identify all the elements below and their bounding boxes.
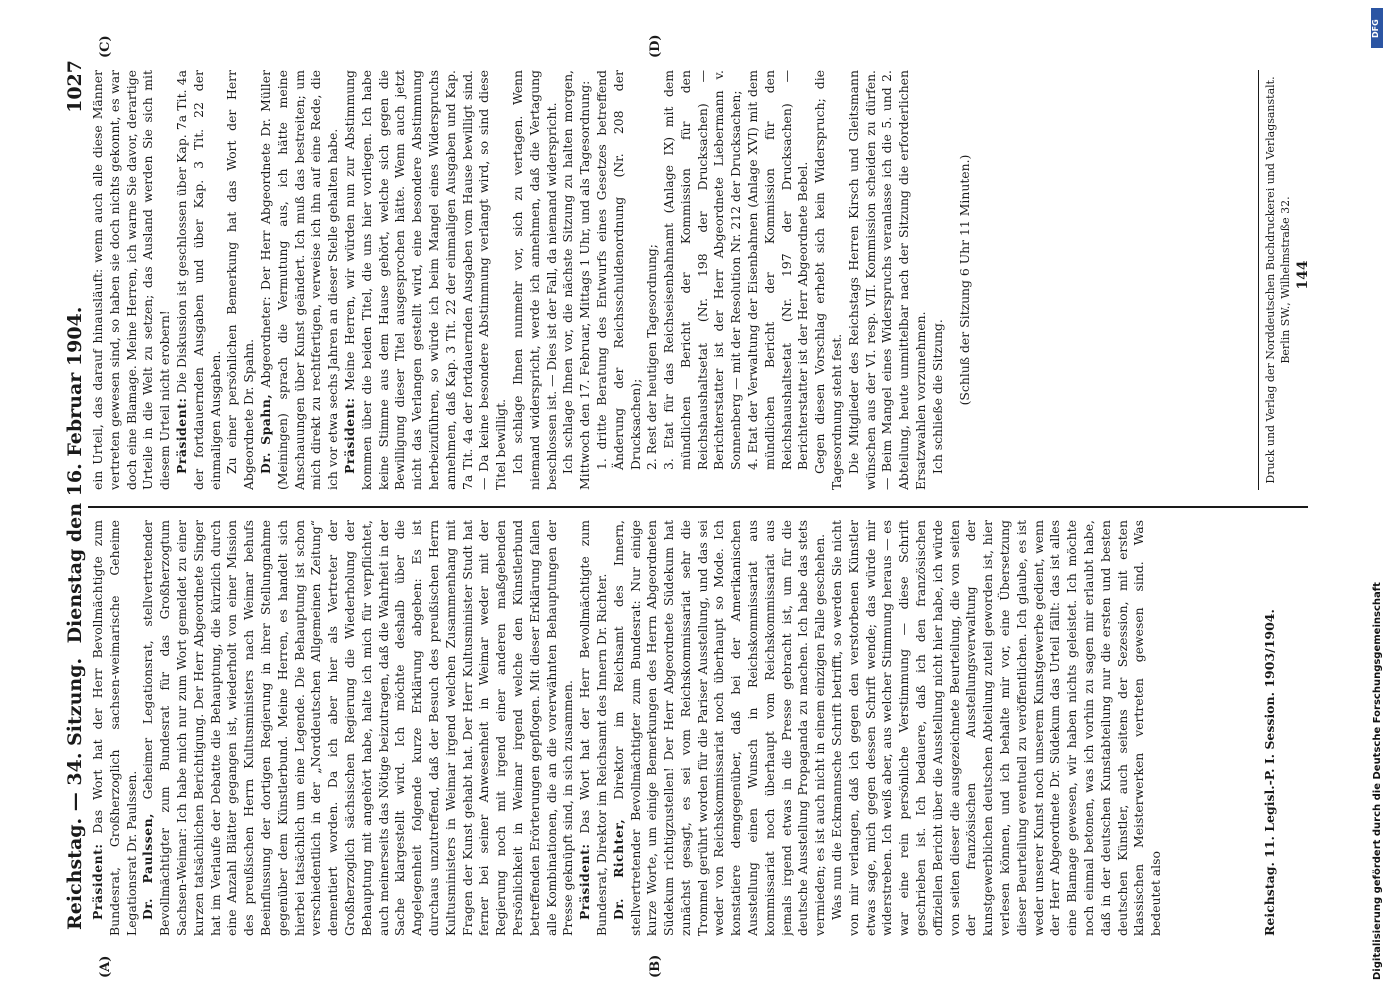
paragraph (577, 520, 611, 936)
paragraph: Die Mitglieder des Reichstags Herren Kirsch und Gleitsmann wünschen aus der VI. resp. VII. Kommission scheiden zu dürfen. — Beim Mangel eines Widerspruchs veranlasse ich die 5. und 2. Abteilung, heute unmittelbar nach der Sitzung die erforderlichen Ersatzwahlen vorzunehmen. (845, 70, 929, 490)
paragraph: Ich schlage Ihnen vor, die nächste Sitzung zu halten morgen, Mittwoch den 17. Februar, Mittags 1 Uhr, und als Tagesordnung: (560, 70, 593, 490)
header-left: Reichstag. — 34. Sitzung. (64, 657, 86, 930)
paragraph-text: Das Wort hat der Herr Bevollmächtigte zum Bundesrat, Großherzoglich sachsen-weimarische Geheime Legationsrat Dr. Paulssen. (90, 520, 139, 936)
left-column (90, 520, 1250, 936)
page-number: 1027 (64, 60, 86, 113)
paragraph-text: Die Diskussion ist geschlossen über Kap. 7a Tit. 4a der fortdauernden Ausgaben und über Kap. 3 Tit. 22 der einmaligen Ausgaben. (173, 70, 223, 490)
header-date: Dienstag den 16. Februar 1904. (64, 306, 86, 644)
marker-d: (D) (648, 34, 663, 58)
paragraph-text: Abgeordneter: Der Herr Abgeordnete Dr. Müller (Meiningen) sprach die Vermutung aus, ich hätte meine Anschauungen über Kunst geändert. Ich muß das bestreiten; um mich direkt zu rechtfertigen, verweise ich ihn auf eine Rede, die ich vor etwa sechs Jahren an dieser Stelle gehalten habe. (257, 70, 341, 490)
sheet-number: 144 (1295, 260, 1311, 290)
agenda-item: 1. dritte Beratung des Entwurfs eines Gesetzes betreffend Änderung der Reichsschuldenordnung (Nr. 208 der Drucksachen); (593, 70, 643, 470)
speaker-name: Dr. Richter, (610, 818, 626, 920)
paragraph: Ich schlage Ihnen nunmehr vor, sich zu vertagen. Wenn niemand widerspricht, werde ich annehmen, daß die Vertagung beschlossen ist. — Dies ist der Fall, da niemand widerspricht. (509, 70, 559, 490)
speaker-name: Dr. Spahn, (257, 393, 273, 474)
speaker-name: Präsident: (577, 843, 593, 920)
marker-a: (A) (98, 955, 113, 978)
paragraph: ein Urteil, das darauf hinausläuft: wenn auch alle diese Männer vertreten gewesen sind, so haben sie doch nichts gekonnt, es war doch eine Blamage. Meine Herren, ich warne Sie davor, derartige Urteile in die Welt zu setzen; das Ausland werden Sie sich mit diesem Urteil nicht erobern! (90, 70, 173, 490)
paragraph-text: Direktor im Reichsamt des Innern, stellvertretender Bevollmächtigter zum Bundesrat: Nur einige kurze Worte, um einige Bemerkungen des Herrn Abgeordneten Südekum richtigzustellen! Der Herr Abgeordnete Südekum hat zunächst gesagt, es sei vom Reichskommissariat sehr die Trommel gerührt worden für die Pariser Ausstellung, und das sei weder von Reichskommissariat noch überhaupt so Mode. Ich konstatiere demgegenüber, daß bei der Amerikanischen Ausstellung einen Wunsch in Reichskommissariat aus kommissariat noch überhaupt vom Reichskommissariat aus jemals irgend etwas in die Presse gebracht ist, um für die deutsche Ausstellung Propaganda zu machen. Ich habe das stets vermieden; es ist auch nicht in einem einzigen Falle geschehen. (610, 520, 828, 936)
closing-note: (Schluß der Sitzung 6 Uhr 11 Minuten.) (956, 154, 972, 406)
page-header (58, 60, 92, 930)
agenda-item: 3. Etat für das Reichseisenbahnamt (Anlage IX) mit dem mündlichen Bericht der Kommission für den Reichshaushaltsetat (Nr. 198 der Drucksachen) — Berichterstatter ist der Herr Abgeordnete Liebermann v. Sonnenberg — mit der Resolution Nr. 212 der Drucksachen; (661, 70, 744, 470)
paragraph (342, 70, 510, 490)
agenda-item: 2. Rest der heutigen Tagesordnung; (644, 244, 660, 470)
paragraph: Gegen diesen Vorschlag erhebt sich kein Widerspruch; die Tagesordnung steht fest. (812, 70, 845, 490)
agenda-list (594, 70, 812, 490)
paragraph (90, 520, 140, 936)
marker-c: (C) (98, 35, 113, 58)
paragraph (140, 520, 577, 936)
paragraph-text: Das Wort hat der Herr Bevollmächtigte zum Bundesrat, Direktor im Reichsamt des Innern Dr. Richter. (577, 520, 609, 936)
digitization-credit (1372, 10, 1383, 980)
paragraph: Was nun die Eckmannsche Schrift betrifft, so werden Sie nicht von mir verlangen, daß ich gegen den verstorbenen Künstler etwas sage, mich gegen dessen Schrift wende; das würde mir widerstreben. Ich weiß aber, aus welcher Stimmung heraus — es war eine rein persönliche Verstimmung — diese Schrift geschrieben ist. Ich bedauere, daß ich den französischen offiziellen Bericht über die Ausstellung nicht hier habe, ich würde von seiten dieser die ausgezeichnete Beurteilung, die von seiten der französischen Ausstellungsverwaltung der kunstgewerblichen deutschen Abteilung zuteil geworden ist, hier verlesen können, und ich behalte mir vor, eine Übersetzung dieser Beurteilung eventuell zu veröffentlichen. Ich glaube, es ist weder unserer Kunst noch unserem Kunstgewerbe gedient, wenn der Herr Abgeordnete Dr. Südekum das Urteil fällt: das ist alles eine Blamage gewesen, wir haben nichts geleistet. Ich möchte noch einmal betonen, was ich vorhin zu sagen mir erlaubt habe, daß in der deutschen Kunstabteilung nur die ersten und besten deutschen Künstler, auch seitens der Sezession, mit ersten klassischen Meisterwerken vertreten gewesen sind. Was bedeutet also (829, 520, 1164, 936)
logo-text: DFG (1371, 19, 1380, 38)
marker-b: (B) (648, 954, 663, 978)
paragraph: Zu einer persönlichen Bemerkung hat das Wort der Herr Abgeordnete Dr. Spahn. (224, 70, 257, 490)
imprint: Druck und Verlag der Norddeutschen Buchdruckerei und Verlagsanstalt. Berlin SW., Wilhelmstraße 32. (1258, 70, 1293, 490)
right-column (90, 70, 1250, 490)
paragraph (258, 70, 342, 490)
speaker-name: Präsident: (173, 397, 189, 474)
speaker-name: Dr. Paulssen, (140, 813, 156, 920)
speaker-name: Präsident: (90, 843, 105, 920)
paragraph (611, 520, 829, 936)
paragraph (174, 70, 224, 490)
speaker-name: Präsident: (341, 397, 357, 474)
column-divider (88, 506, 1308, 508)
paragraph: Ich schließe die Sitzung. (929, 319, 945, 474)
credit-text: Digitalisierung gefördert durch die Deutsche Forschungsgemeinschaft (1372, 582, 1383, 980)
paragraph-text: Meine Herren, wir würden nun zur Abstimmung kommen über die beiden Titel, die uns hier vorliegen. Ich habe keine Stimme aus dem Hause gehört, welche sich gegen die Bewilligung dieser Titel ausgesprochen hätte. Wenn auch jetzt nicht das Verlangen gestellt wird, eine besondere Abstimmung herbeizuführen, so würde ich beim Mangel eines Widerspruchs annehmen, daß Kap. 3 Tit. 22 der einmaligen Ausgaben und Kap. 7a Tit. 4a der fortdauernden Ausgaben vom Hause bewilligt sind. — Da keine besondere Abstimmung verlangt wird, so sind diese Titel bewilligt. (341, 70, 509, 490)
dfg-logo (1371, 8, 1383, 48)
agenda-item: 4. Etat der Verwaltung der Eisenbahnen (Anlage XVI) mit dem mündlichen Bericht der Kommission für den Reichshaushaltsetat (Nr. 197 der Drucksachen) — Berichterstatter ist der Herr Abgeordnete Bebel. (745, 70, 811, 470)
paragraph-text: Geheimer Legationsrat, stellvertretender Bevollmächtigter zum Bundesrat für das Großherzogtum Sachsen-Weimar: Ich habe mich nur zum Wort gemeldet zu einer kurzen tatsächlichen Berichtigung. Der Herr Abgeordnete Singer hat im Verlaufe der Debatte die Behauptung, die kürzlich durch eine Anzahl Blätter gegangen ist, wiederholt von einer Mission des preußischen Herrn Kultusministers nach Weimar behufs Beeinflussung der dortigen Regierung in ihrer Stellungnahme gegenüber dem Künstlerbund. Meine Herren, es handelt sich hierbei tatsächlich um eine Legende. Die Behauptung ist schon verschiedentlich in der „Norddeutschen Allgemeinen Zeitung“ dementiert worden. Da ich aber hier als Vertreter der Großherzoglich sächsischen Regierung die Wiederholung der Behauptung mit angehört habe, halte ich mich für verpflichtet, auch meinerseits das Nötige beizutragen, daß die Wahrheit in der Sache klargestellt wird. Ich möchte deshalb über die Angelegenheit folgende kurze Erklärung abgeben: Es ist durchaus unzutreffend, daß der Besuch des preußischen Herrn Kultusministers in Weimar irgend welchen Zusammenhang mit Fragen der Kunst gehabt hat. Der Herr Kultusminister Studt hat ferner bei seiner Anwesenheit in Weimar weder mit der Regierung noch mit irgend einer anderen maßgebenden Persönlichkeit in Weimar irgend welche den Künstlerbund betreffenden Erörterungen gepflogen. Mit dieser Erklärung fallen alle Kombinationen, die an die vorerwähnten Behauptungen der Presse geknüpft sind, in sich zusammen. (140, 520, 576, 936)
session-footer: Reichstag. 11. Legisl.-P. I. Session. 1903/1904. (1262, 609, 1277, 936)
